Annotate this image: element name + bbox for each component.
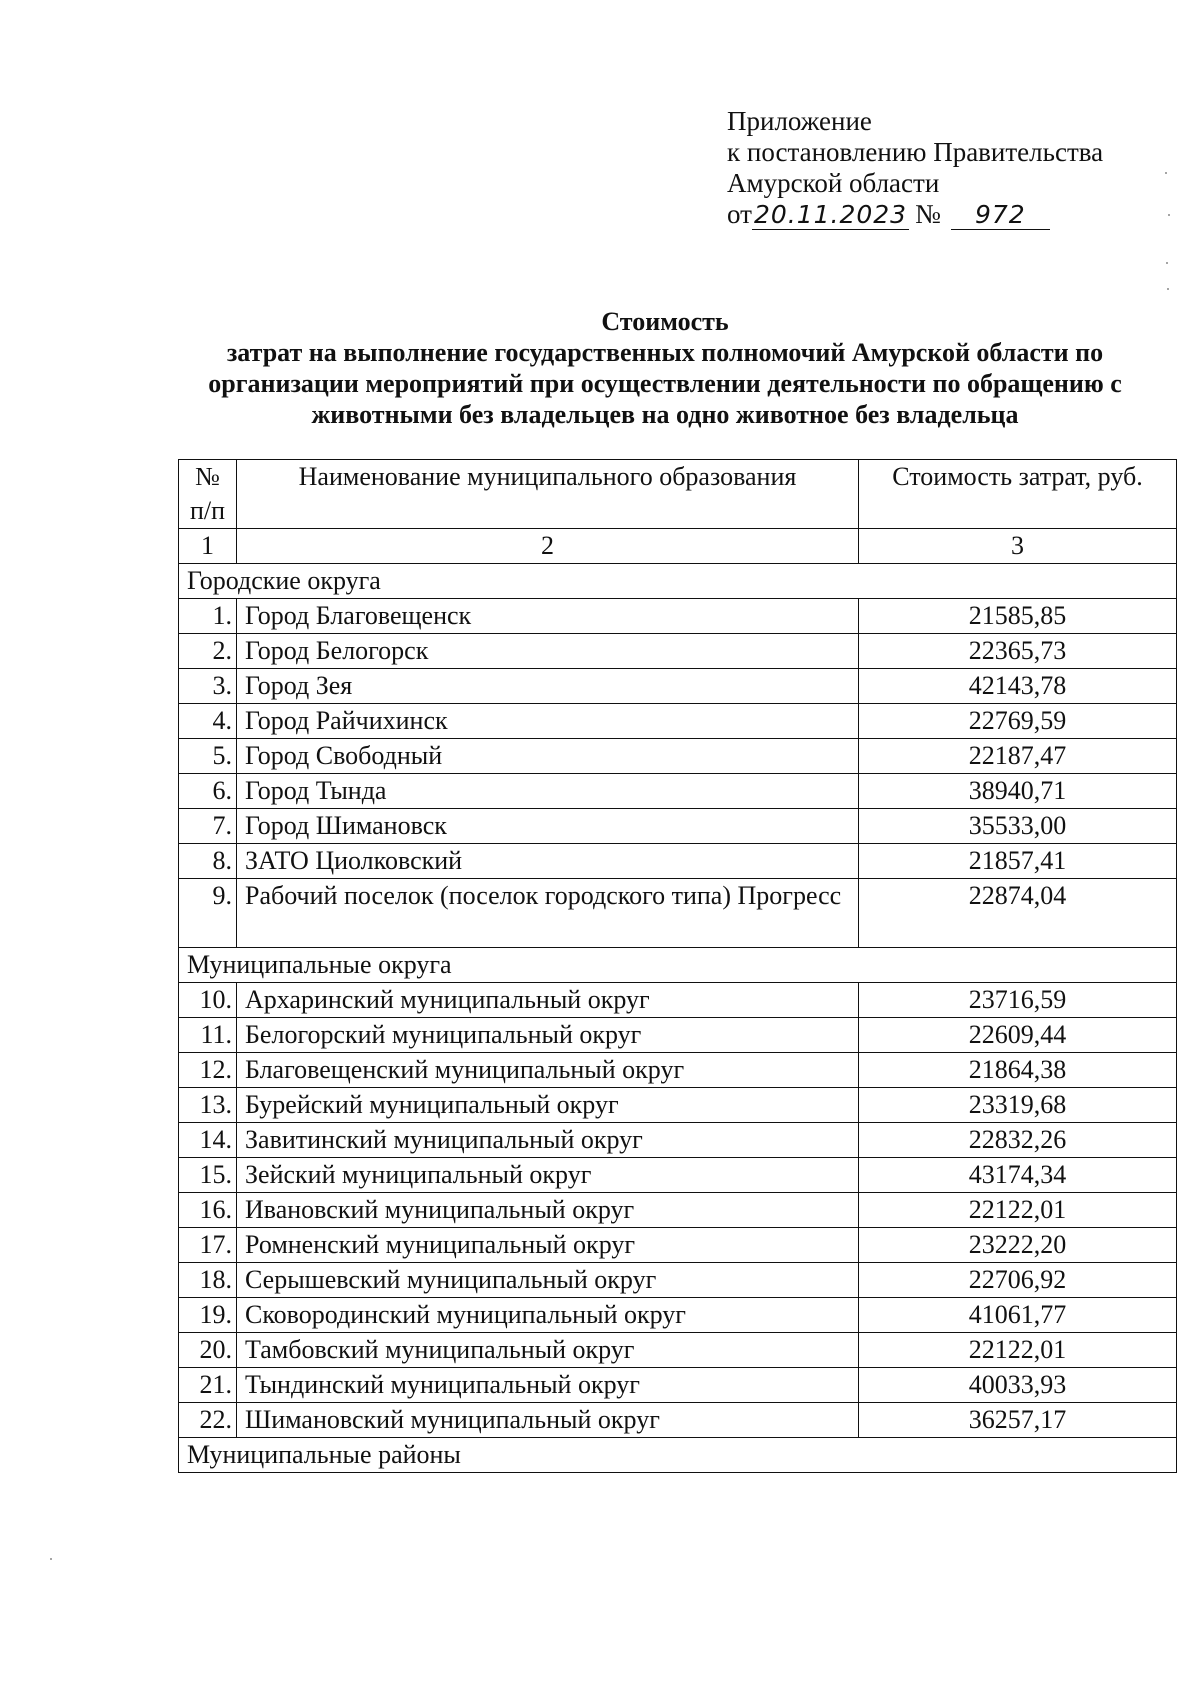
table-row — [179, 1298, 1177, 1333]
municipality-name: Город Благовещенск — [237, 599, 859, 634]
row-number: 8. — [179, 844, 237, 879]
appendix-date-line — [727, 199, 1167, 230]
row-number: 12. — [179, 1053, 237, 1088]
table-row — [179, 1053, 1177, 1088]
cost-value: 23716,59 — [859, 983, 1177, 1018]
municipality-name: Шимановский муниципальный округ — [237, 1403, 859, 1438]
appendix-line-2: к постановлению Правительства — [727, 137, 1104, 167]
table-row — [179, 1123, 1177, 1158]
municipality-name: Бурейский муниципальный округ — [237, 1088, 859, 1123]
cost-value: 41061,77 — [859, 1298, 1177, 1333]
cost-value: 21864,38 — [859, 1053, 1177, 1088]
table-row — [179, 1088, 1177, 1123]
scan-speck — [50, 1558, 52, 1560]
scan-speck — [1168, 214, 1170, 216]
section-title: Городские округа — [179, 564, 1177, 599]
section-title: Муниципальные округа — [179, 948, 1177, 983]
title-line-1: Стоимость — [601, 307, 729, 336]
municipality-name: Тамбовский муниципальный округ — [237, 1333, 859, 1368]
handwritten-number: 972 — [951, 201, 1050, 230]
row-number: 17. — [179, 1228, 237, 1263]
table-row — [179, 1263, 1177, 1298]
document-title — [160, 306, 1170, 430]
cost-value: 23319,68 — [859, 1088, 1177, 1123]
cost-value: 22122,01 — [859, 1193, 1177, 1228]
row-number: 3. — [179, 669, 237, 704]
row-number: 7. — [179, 809, 237, 844]
header-cost: Стоимость затрат, руб. — [859, 460, 1177, 529]
table-row — [179, 774, 1177, 809]
row-number: 22. — [179, 1403, 237, 1438]
row-number: 19. — [179, 1298, 237, 1333]
scan-speck — [1166, 262, 1168, 264]
table-header-row — [179, 460, 1177, 529]
row-number: 18. — [179, 1263, 237, 1298]
table-row — [179, 1228, 1177, 1263]
table-row — [179, 809, 1177, 844]
row-number: 4. — [179, 704, 237, 739]
row-number: 13. — [179, 1088, 237, 1123]
cost-value: 21857,41 — [859, 844, 1177, 879]
row-number: 16. — [179, 1193, 237, 1228]
cost-value: 21585,85 — [859, 599, 1177, 634]
date-prefix: от — [727, 199, 752, 229]
cost-value: 22769,59 — [859, 704, 1177, 739]
cost-value: 22874,04 — [859, 879, 1177, 948]
municipality-name: Завитинский муниципальный округ — [237, 1123, 859, 1158]
cost-value: 22609,44 — [859, 1018, 1177, 1053]
row-number: 21. — [179, 1368, 237, 1403]
section-row — [179, 1438, 1177, 1473]
table-row — [179, 1368, 1177, 1403]
scan-speck — [1167, 288, 1169, 290]
row-number: 1. — [179, 599, 237, 634]
row-number: 5. — [179, 739, 237, 774]
section-title: Муниципальные районы — [179, 1438, 1177, 1473]
appendix-line-1: Приложение — [727, 106, 872, 136]
table-row — [179, 1193, 1177, 1228]
row-number: 9. — [179, 879, 237, 948]
cost-value: 42143,78 — [859, 669, 1177, 704]
municipality-name: Зейский муниципальный округ — [237, 1158, 859, 1193]
row-number: 10. — [179, 983, 237, 1018]
appendix-header — [727, 106, 1167, 230]
table-row — [179, 599, 1177, 634]
table-row — [179, 669, 1177, 704]
number-label: № — [915, 199, 941, 229]
municipality-name: Белогорский муниципальный округ — [237, 1018, 859, 1053]
cost-value: 22706,92 — [859, 1263, 1177, 1298]
table-row — [179, 704, 1177, 739]
cost-value: 35533,00 — [859, 809, 1177, 844]
municipality-name: Город Тында — [237, 774, 859, 809]
municipality-name: ЗАТО Циолковский — [237, 844, 859, 879]
municipality-name: Сковородинский муниципальный округ — [237, 1298, 859, 1333]
cost-table-body — [179, 460, 1177, 1473]
municipality-name: Город Свободный — [237, 739, 859, 774]
row-number: 15. — [179, 1158, 237, 1193]
section-row — [179, 564, 1177, 599]
table-row — [179, 1333, 1177, 1368]
cost-value: 40033,93 — [859, 1368, 1177, 1403]
cost-value: 22122,01 — [859, 1333, 1177, 1368]
row-number: 20. — [179, 1333, 237, 1368]
section-row — [179, 948, 1177, 983]
scan-speck — [1165, 172, 1167, 174]
column-number: 1 — [179, 529, 237, 564]
cost-value: 22365,73 — [859, 634, 1177, 669]
row-number: 2. — [179, 634, 237, 669]
table-row — [179, 844, 1177, 879]
table-row — [179, 879, 1177, 948]
cost-value: 36257,17 — [859, 1403, 1177, 1438]
cost-value: 22187,47 — [859, 739, 1177, 774]
title-line-3: организации мероприятий при осуществлении деятельности по обращению с — [208, 369, 1122, 398]
municipality-name: Серышевский муниципальный округ — [237, 1263, 859, 1298]
table-row — [179, 1403, 1177, 1438]
cost-value: 22832,26 — [859, 1123, 1177, 1158]
handwritten-date: 20.11.2023 — [753, 200, 908, 229]
appendix-line-3: Амурской области — [727, 168, 940, 198]
title-line-4: животными без владельцев на одно животное без владельца — [311, 400, 1019, 429]
title-line-2: затрат на выполнение государственных полномочий Амурской области по — [226, 338, 1104, 367]
municipality-name: Город Шимановск — [237, 809, 859, 844]
row-number: 14. — [179, 1123, 237, 1158]
table-row — [179, 1018, 1177, 1053]
header-name: Наименование муниципального образования — [237, 460, 859, 529]
municipality-name: Город Зея — [237, 669, 859, 704]
municipality-name: Рабочий поселок (поселок городского типа) Прогресс — [237, 879, 859, 948]
table-row — [179, 1158, 1177, 1193]
cost-value: 23222,20 — [859, 1228, 1177, 1263]
municipality-name: Город Белогорск — [237, 634, 859, 669]
column-number-row — [179, 529, 1177, 564]
municipality-name: Тындинский муниципальный округ — [237, 1368, 859, 1403]
table-row — [179, 983, 1177, 1018]
table-row — [179, 634, 1177, 669]
table-row — [179, 739, 1177, 774]
municipality-name: Город Райчихинск — [237, 704, 859, 739]
header-num: № п/п — [179, 460, 237, 529]
municipality-name: Благовещенский муниципальный округ — [237, 1053, 859, 1088]
column-number: 3 — [859, 529, 1177, 564]
cost-value: 43174,34 — [859, 1158, 1177, 1193]
cost-table — [178, 459, 1177, 1473]
row-number: 6. — [179, 774, 237, 809]
row-number: 11. — [179, 1018, 237, 1053]
municipality-name: Ромненский муниципальный округ — [237, 1228, 859, 1263]
municipality-name: Архаринский муниципальный округ — [237, 983, 859, 1018]
municipality-name: Ивановский муниципальный округ — [237, 1193, 859, 1228]
column-number: 2 — [237, 529, 859, 564]
cost-value: 38940,71 — [859, 774, 1177, 809]
